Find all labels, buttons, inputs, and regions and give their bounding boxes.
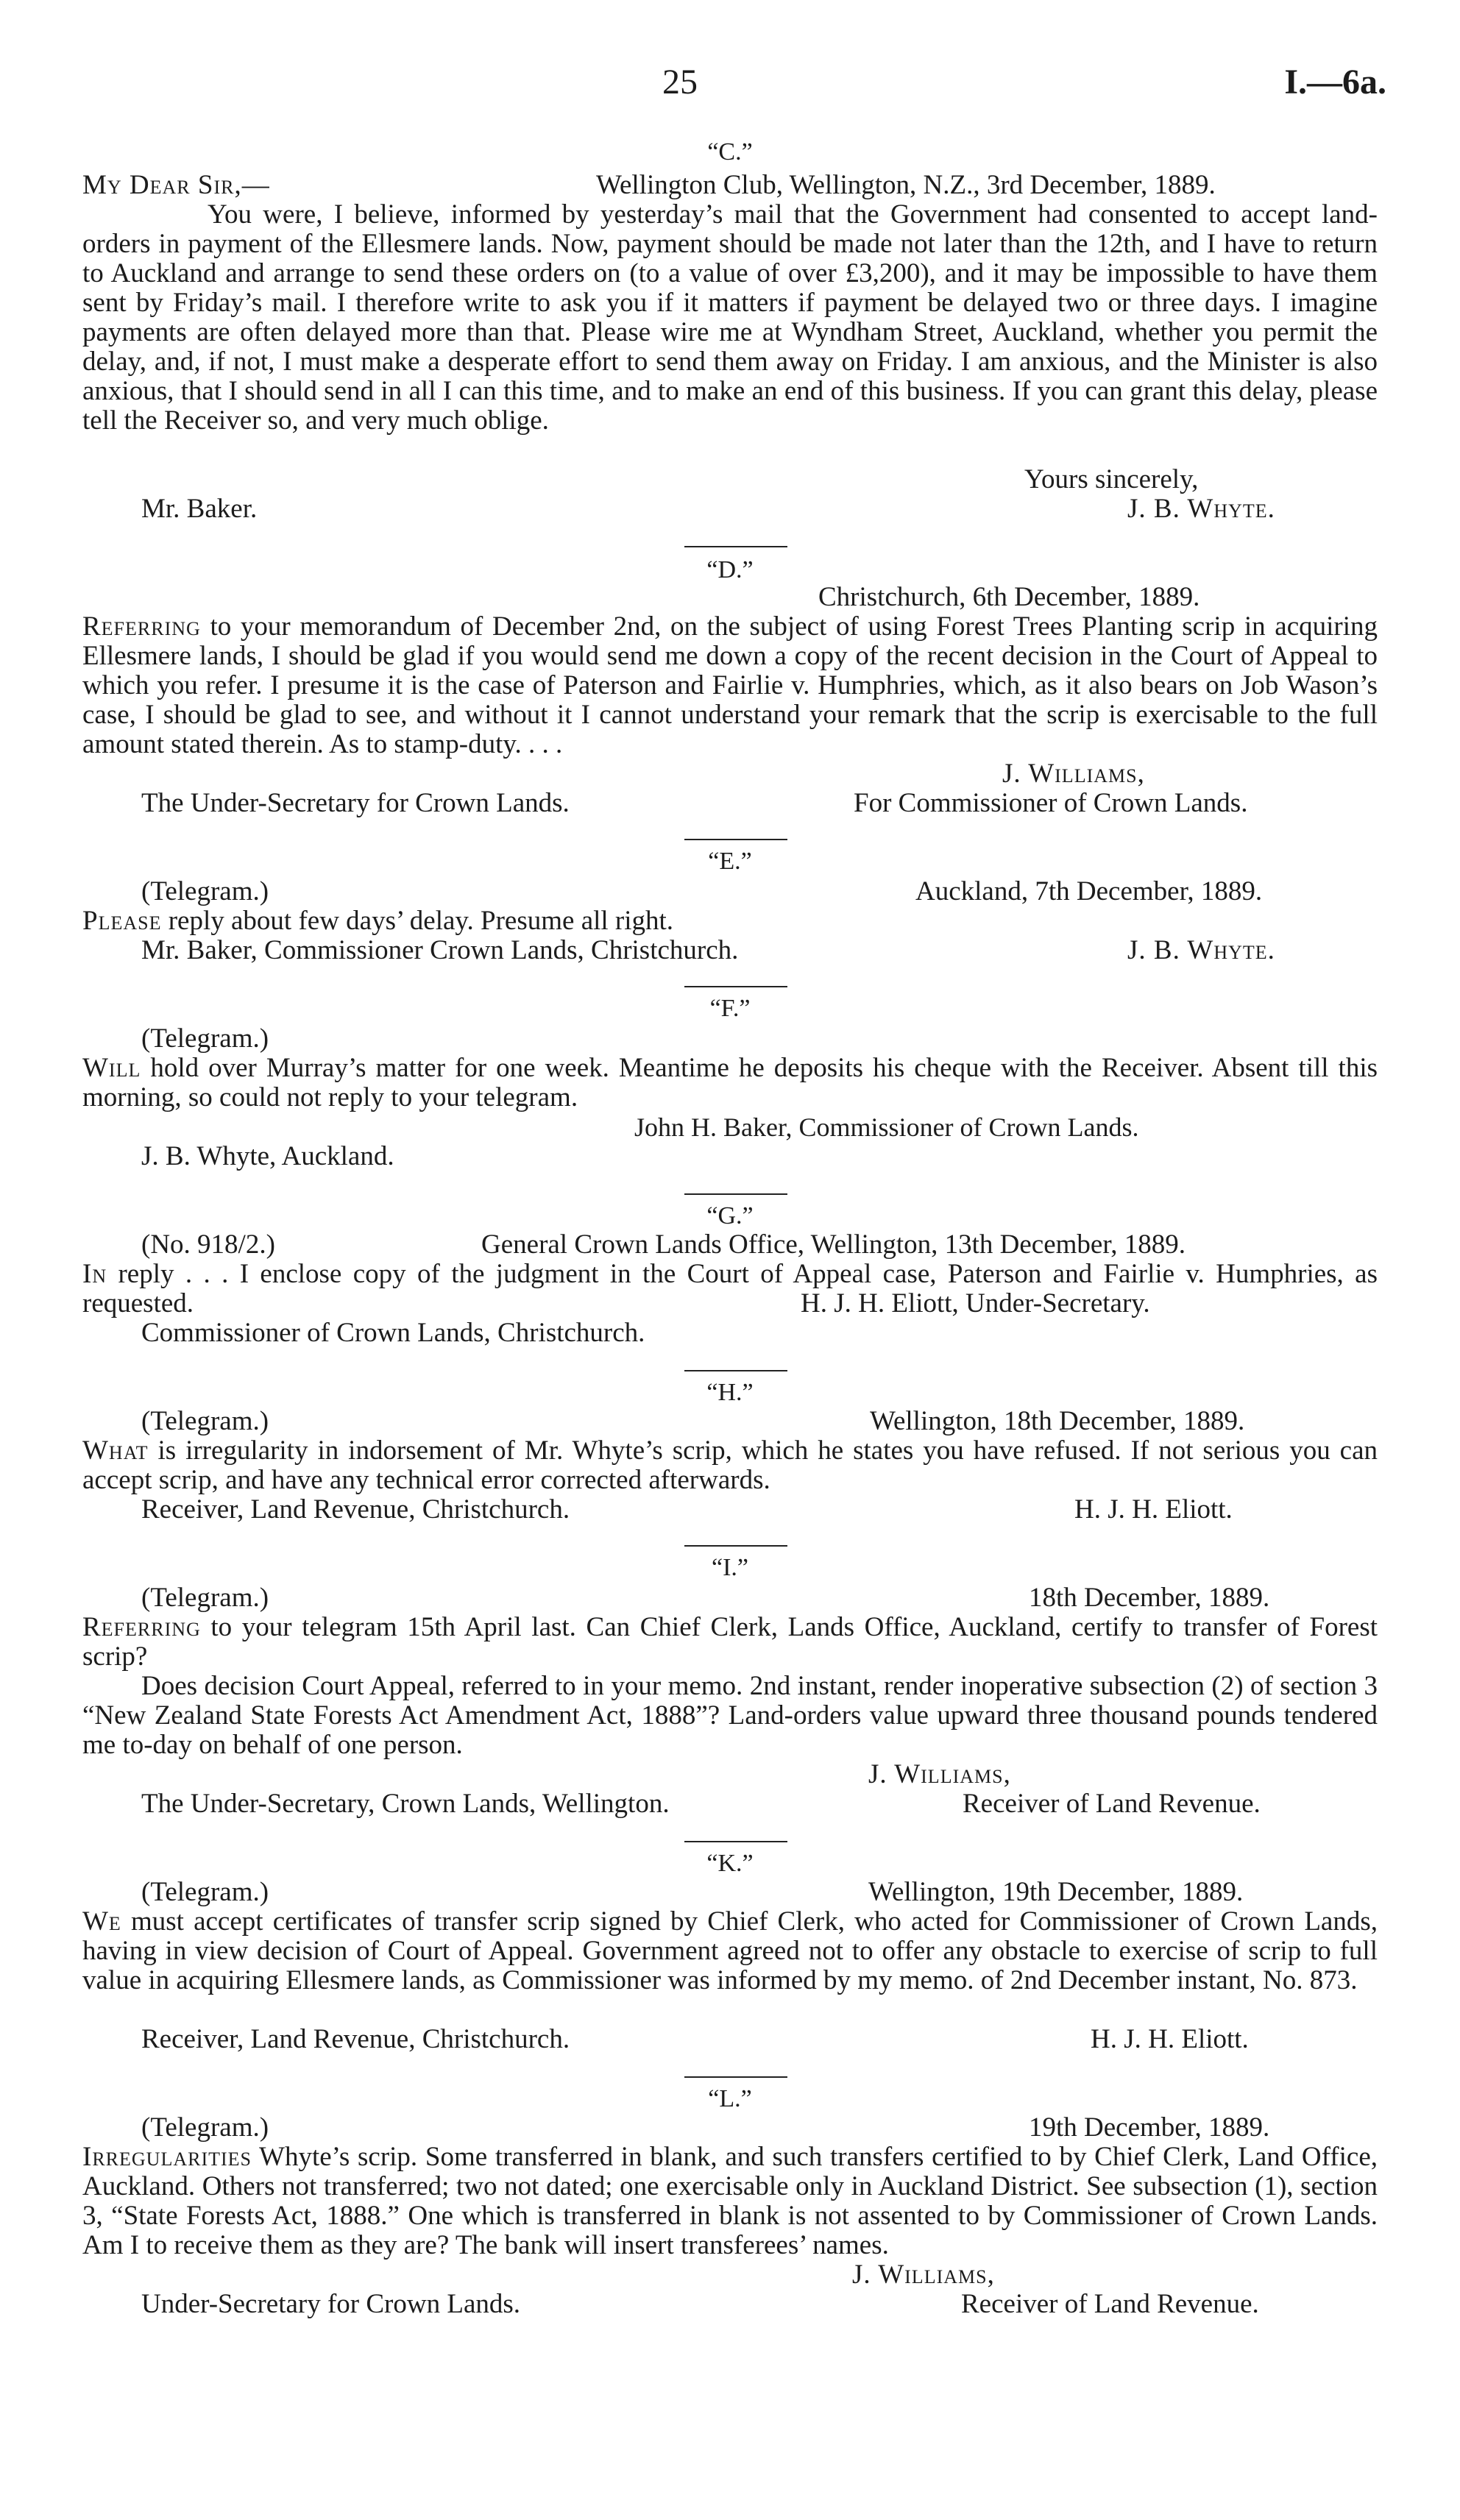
section-label: “K.” — [706, 1850, 754, 1877]
section-divider — [684, 2076, 787, 2078]
telegram-type: (Telegram.) — [141, 2112, 269, 2143]
telegram-type: (Telegram.) — [141, 1023, 269, 1054]
letter-body — [82, 1907, 1378, 2025]
body-lead: In — [82, 1260, 107, 1289]
body-text: must accept certificates of transfer scrip signed by Chief Clerk, who acted for Commissioner of Crown Lands, having in view decision of Court of Appeal. Government agreed not to offer any obstacle to exercise of scrip to full value in acquiring Ellesmere lands, as Commissioner was informed by my memo. of 2nd December instant, No. 873. — [82, 1907, 1378, 1995]
place-date: Wellington Club, Wellington, N.Z., 3rd December, 1889. — [596, 170, 1216, 200]
section-label: “F.” — [709, 995, 751, 1022]
letter-body-2: Does decision Court Appeal, referred to in your memo. 2nd instant, render inoperative subsection (2) of section 3 “New Zealand State Forests Act Amendment Act, 1888”? Land-orders value upward three thousand pounds tendered me to-day on behalf of one person. — [82, 1672, 1378, 1760]
body-lead: We — [82, 1907, 121, 1937]
signature: J. Williams, — [1002, 759, 1145, 789]
body-lead: Please — [82, 906, 162, 936]
section-divider — [684, 839, 787, 840]
body-text: to your memorandum of December 2nd, on the subject of using Forest Trees Planting scrip in acquiring Ellesmere lands, I should be glad if you would send me down a copy of the recent decision in the Court of Appeal to which you refer. I presume it is the case of Paterson and Fairlie v. Humphries, which, as it also bears on Job Wason’s case, I should be glad to see, and without it I cannot understand your remark that the scrip is exercisable to the full amount stated therein. As to stamp-duty. . . . — [82, 612, 1378, 759]
section-label: “E.” — [708, 848, 752, 875]
addressee: The Under-Secretary, Crown Lands, Wellington. — [141, 1789, 670, 1819]
section-label: “H.” — [706, 1379, 754, 1406]
telegram-type: (Telegram.) — [141, 1406, 269, 1436]
body-text: hold over Murray’s matter for one week. Meantime he deposits his cheque with the Receiver. Absent till this morning, so could not reply to your telegram. — [82, 1054, 1378, 1112]
letter-body — [82, 2143, 1378, 2290]
section-divider — [684, 1370, 787, 1371]
salutation: My Dear Sir,— — [82, 170, 270, 200]
addressee: Receiver, Land Revenue, Christchurch. — [141, 1494, 570, 1525]
section-label: “G.” — [706, 1202, 754, 1229]
place-date: 19th December, 1889. — [1029, 2112, 1270, 2143]
section-divider — [684, 986, 787, 987]
body-lead: Referring — [82, 1613, 201, 1642]
section-label: “I.” — [711, 1554, 748, 1581]
body-lead: Will — [82, 1054, 141, 1083]
body-text: Whyte’s scrip. Some transferred in blank, and such transfers certified to by Chief Clerk, Land Office, Auckland. Others not transferred; two not dated; one exercisable only in Auckland District. See subsection (1), section 3, “State Forests Act, 1888.” One which is transferred in blank is not assented to by Commissioner of Crown Lands. Am I to receive them as they are? The bank will insert transferees’ names. — [82, 2143, 1378, 2260]
place-date: Wellington, 19th December, 1889. — [868, 1877, 1244, 1907]
signature-title: Receiver of Land Revenue. — [961, 2289, 1259, 2319]
section-label: “D.” — [706, 556, 754, 583]
addressee: Mr. Baker, Commissioner Crown Lands, Christchurch. — [141, 935, 739, 965]
section-divider — [684, 1841, 787, 1842]
letter-body — [82, 1613, 1378, 1672]
signature: J. B. Whyte. — [1127, 935, 1275, 965]
place-date: Auckland, 7th December, 1889. — [915, 876, 1263, 906]
letter-body: You were, I believe, informed by yesterday’s mail that the Government had consented to accept land-orders in payment of the Ellesmere lands. Now, payment should be made not later than the 12th, and I have to return to Auckland and arrange to send these orders on (to a value of over £3,200), and it may be impossible to have them sent by Friday’s mail. I therefore write to ask you if it matters if payment be delayed two or three days. I imagine payments are often delayed more than that. Please wire me at Wyndham Street, Auckland, whether you permit the delay, and, if not, I must make a desperate effort to send them away on Friday. I am anxious, and the Minister is also anxious, that I should send in all I can this time, and to make an end of this business. If you can grant this delay, please tell the Receiver so, and very much oblige. — [82, 200, 1378, 436]
place-date: Christchurch, 6th December, 1889. — [818, 582, 1200, 612]
signature-title: Receiver of Land Revenue. — [963, 1789, 1261, 1819]
section-divider — [684, 1545, 787, 1547]
letter-body — [82, 612, 1378, 789]
letter-body — [82, 1260, 1378, 1318]
telegram-type: (Telegram.) — [141, 1877, 269, 1907]
section-label: “C.” — [707, 138, 753, 166]
letter-body — [82, 1054, 1378, 1112]
telegram-type: (Telegram.) — [141, 876, 269, 906]
page-number: 25 — [662, 63, 698, 102]
addressee: Commissioner of Crown Lands, Christchurch. — [141, 1318, 645, 1348]
addressee: Mr. Baker. — [141, 494, 258, 524]
section-label: “L.” — [708, 2085, 752, 2112]
telegram-type: (Telegram.) — [141, 1583, 269, 1613]
signature: H. J. H. Eliott. — [1074, 1494, 1233, 1525]
addressee: J. B. Whyte, Auckland. — [141, 1141, 394, 1171]
section-divider — [684, 1193, 787, 1195]
body-text: reply about few days’ delay. Presume all right. — [168, 906, 674, 936]
signature: John H. Baker, Commissioner of Crown Lands. — [634, 1112, 1139, 1142]
letter-body — [82, 1436, 1378, 1495]
place-date: 18th December, 1889. — [1029, 1583, 1270, 1613]
signature: J. Williams, — [868, 1759, 1011, 1789]
place-date: General Crown Lands Office, Wellington, 13th December, 1889. — [481, 1229, 1186, 1260]
signature: H. J. H. Eliott, Under-Secretary. — [801, 1288, 1150, 1318]
body-lead: Irregularities — [82, 2143, 252, 2172]
document-code: I.—6a. — [1284, 63, 1386, 102]
body-lead: Referring — [82, 612, 201, 642]
addressee: The Under-Secretary for Crown Lands. — [141, 788, 570, 818]
reference-number: (No. 918/2.) — [141, 1229, 275, 1260]
body-lead: What — [82, 1436, 149, 1466]
signature: H. J. H. Eliott. — [1091, 2024, 1249, 2054]
place-date: Wellington, 18th December, 1889. — [870, 1406, 1245, 1436]
closing: Yours sincerely, — [1024, 464, 1199, 494]
body-text: to your telegram 15th April last. Can Chief Clerk, Lands Office, Auckland, certify to transfer of Forest scrip? — [82, 1613, 1378, 1672]
signature: J. B. Whyte. — [1127, 494, 1275, 524]
body-text: is irregularity in indorsement of Mr. Whyte’s scrip, which he states you have refused. If not serious you can accept scrip, and have any technical error corrected afterwards. — [82, 1436, 1378, 1495]
addressee: Under-Secretary for Crown Lands. — [141, 2289, 521, 2319]
body-text: reply . . . I enclose copy of the judgment in the Court of Appeal case, Paterson and Fairlie v. Humphries, as requested. — [82, 1260, 1378, 1318]
addressee: Receiver, Land Revenue, Christchurch. — [141, 2024, 570, 2054]
section-divider — [684, 546, 787, 547]
signature: J. Williams, — [852, 2260, 995, 2290]
signature-title: For Commissioner of Crown Lands. — [854, 788, 1248, 818]
letter-body — [82, 906, 673, 936]
